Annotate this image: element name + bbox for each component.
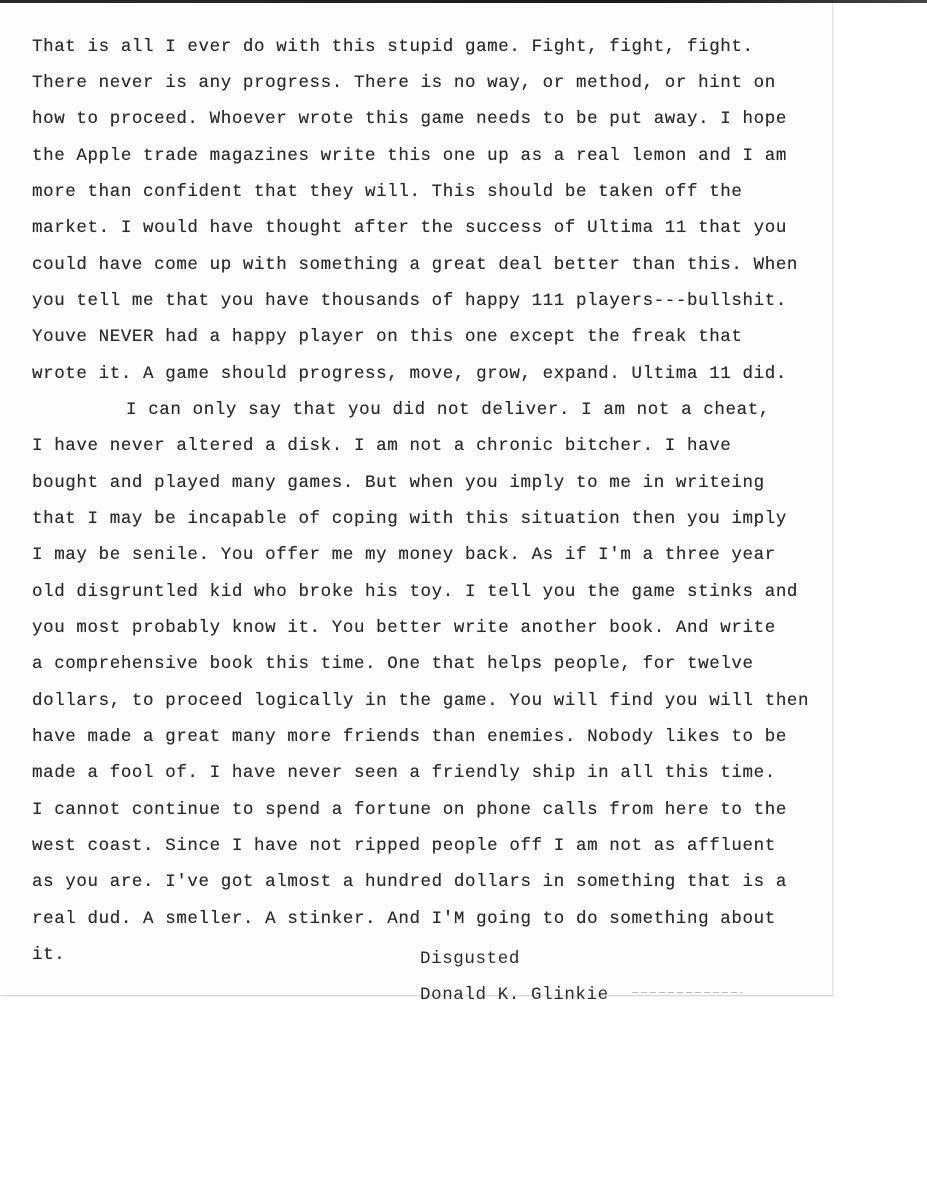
signature: Donald K. Glinkie	[420, 985, 609, 1005]
typewritten-letter-page	[0, 3, 833, 1005]
letter-line: that I may be incapable of coping with this situation then you imply	[32, 509, 787, 529]
letter-line: you tell me that you have thousands of happy 111 players---bullshit.	[32, 291, 787, 311]
letter-line: real dud. A smeller. A stinker. And I'M going to do something about	[32, 909, 776, 929]
letter-line: Youve NEVER had a happy player on this one except the freak that	[32, 327, 743, 347]
letter-line: how to proceed. Whoever wrote this game needs to be put away. I hope	[32, 109, 787, 129]
letter-line: dollars, to proceed logically in the game. You will find you will then	[32, 691, 810, 711]
scan-mark	[632, 992, 742, 993]
letter-line: That is all I ever do with this stupid game. Fight, fight, fight.	[32, 37, 754, 57]
letter-line: the Apple trade magazines write this one up as a real lemon and I am	[32, 146, 787, 166]
letter-line: I cannot continue to spend a fortune on phone calls from here to the	[32, 800, 787, 820]
letter-line: market. I would have thought after the success of Ultima 11 that you	[32, 218, 787, 238]
letter-line: you most probably know it. You better write another book. And write	[32, 618, 776, 638]
letter-line: west coast. Since I have not ripped people off I am not as affluent	[32, 836, 776, 856]
letter-line: old disgruntled kid who broke his toy. I tell you the game stinks and	[32, 582, 799, 602]
letter-line: have made a great many more friends than enemies. Nobody likes to be	[32, 727, 787, 747]
letter-line: bought and played many games. But when you imply to me in writeing	[32, 473, 765, 493]
letter-line: wrote it. A game should progress, move, grow, expand. Ultima 11 did.	[32, 364, 787, 384]
letter-body	[0, 3, 832, 1005]
letter-line: There never is any progress. There is no way, or method, or hint on	[32, 73, 776, 93]
letter-line: I have never altered a disk. I am not a chronic bitcher. I have	[32, 436, 732, 456]
letter-line: made a fool of. I have never seen a friendly ship in all this time.	[32, 763, 776, 783]
letter-line: a comprehensive book this time. One that helps people, for twelve	[32, 654, 754, 674]
letter-line: I may be senile. You offer me my money back. As if I'm a three year	[32, 545, 776, 565]
letter-line: more than confident that they will. This should be taken off the	[32, 182, 743, 202]
closing: Disgusted	[420, 949, 520, 969]
letter-line: I can only say that you did not deliver. I am not a cheat,	[126, 400, 770, 420]
letter-line: could have come up with something a great deal better than this. When	[32, 255, 799, 275]
letter-line: as you are. I've got almost a hundred dollars in something that is a	[32, 872, 787, 892]
letter-line: it.	[32, 945, 66, 965]
